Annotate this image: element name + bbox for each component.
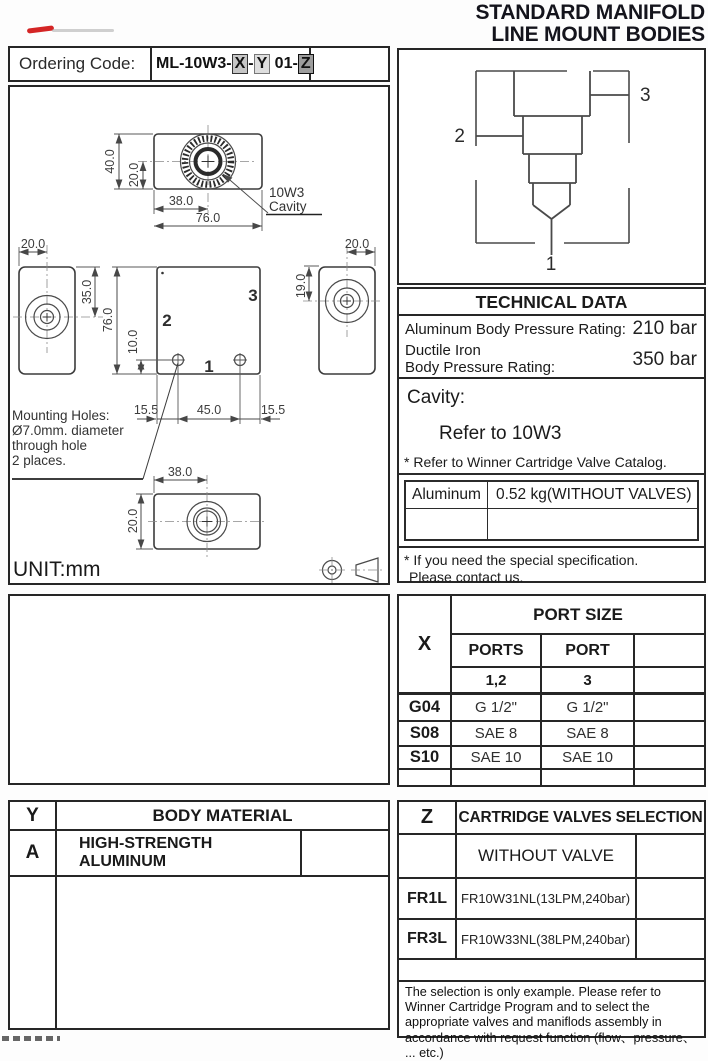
technical-data-panel: [397, 287, 706, 583]
cartridge-row-code: FR1L: [399, 879, 457, 920]
body-material-footer-space: [57, 877, 302, 1028]
dim-bottom-38: 38.0: [167, 465, 193, 479]
port-row-code: G04: [399, 695, 452, 722]
page-title-line1: STANDARD MANIFOLD: [475, 1, 705, 24]
cartridge-title: CARTRIDGE VALVES SELECTION: [457, 802, 704, 835]
port-table-empty-subheader: [635, 668, 704, 695]
port-1-label: 1: [204, 357, 214, 376]
cartridge-spacer-row: [399, 960, 704, 982]
port-table-footer-cell: [399, 770, 452, 785]
port-row-ports12: SAE 10: [452, 747, 542, 770]
cartridge-selection-note: The selection is only example. Please refer to Winner Cartridge Program and to select the appropriate valves and maniflods assembly in accordance with request function (flow、pressure、 ... etc.): [405, 985, 696, 1060]
ordering-code-spacer: [311, 48, 388, 80]
right-side-view: [294, 237, 381, 374]
special-spec-note: [399, 546, 704, 586]
scan-smear: [52, 29, 114, 32]
body-material-table: [8, 800, 390, 1030]
ports-col-header: PORTS: [452, 635, 542, 668]
ordering-code-value: [152, 48, 311, 80]
mounting-note-line1: Mounting Holes:: [12, 408, 110, 423]
ductile-iron-label-line1: Ductile Iron: [405, 341, 481, 359]
dim-bottom-20: 20.0: [126, 508, 140, 534]
dim-left-35: 35.0: [80, 279, 94, 305]
dim-right-19: 19.0: [294, 273, 308, 299]
cavity-schematic-panel: [397, 48, 706, 285]
dim-right-20: 20.0: [344, 237, 370, 251]
weight-row: [406, 482, 697, 509]
body-material-footer-col: [10, 877, 57, 1028]
unit-label: UNIT:mm: [13, 558, 101, 581]
page-title: [475, 2, 705, 46]
port-row-port3: G 1/2": [542, 695, 635, 722]
left-side-view: [13, 237, 103, 374]
code-z-box: Z: [298, 54, 314, 74]
body-material-empty-cell: [302, 831, 388, 877]
port-row-port3: SAE 10: [542, 747, 635, 770]
dim-top-38: 38.0: [168, 194, 194, 208]
cartridge-row-desc: FR10W33NL(38LPM,240bar): [457, 920, 637, 960]
dim-top-76: 76.0: [195, 211, 221, 225]
port-sub-header: 3: [542, 668, 635, 695]
ordering-code-box: [8, 46, 390, 82]
ductile-iron-pressure-row: [399, 342, 704, 379]
port-row-ports12: SAE 8: [452, 722, 542, 747]
aluminum-pressure-row: [399, 316, 704, 342]
cavity-callout-line1: 10W3: [269, 185, 305, 200]
port-table-footer-cell: [542, 770, 635, 785]
schematic-port-1: 1: [545, 254, 557, 275]
projection-symbol-icon: [319, 557, 383, 583]
dim-top-40: 40.0: [103, 149, 117, 174]
weight-table: [404, 480, 699, 541]
dimension-drawing-panel: [8, 85, 390, 585]
code-dash: -: [248, 55, 254, 72]
aluminum-pressure-label: Aluminum Body Pressure Rating:: [405, 320, 626, 338]
port-row-empty: [635, 695, 704, 722]
body-material-y-header: Y: [10, 802, 57, 831]
port-size-table: [397, 594, 706, 787]
weight-empty-cell2: [488, 509, 697, 539]
ductile-iron-pressure-label: [405, 343, 555, 377]
cartridge-row-desc: FR10W31NL(13LPM,240bar): [457, 879, 637, 920]
cartridge-empty-cell: [637, 920, 704, 960]
port-row-code: S08: [399, 722, 452, 747]
dim-front-155-right: 15.5: [260, 403, 286, 417]
code-middle: 01-: [270, 55, 298, 72]
dimension-drawing: [10, 87, 388, 583]
dim-front-10: 10.0: [126, 329, 140, 355]
schematic-port-2: 2: [454, 126, 465, 147]
port-3-label: 3: [248, 286, 258, 305]
cartridge-row-code: FR3L: [399, 920, 457, 960]
ductile-iron-label-line2: Body Pressure Rating:: [405, 358, 556, 376]
technical-data-title: TECHNICAL DATA: [399, 289, 704, 316]
port-2-label: 2: [162, 311, 172, 330]
red-pen-mark: [27, 25, 54, 33]
cartridge-empty-cell: [637, 879, 704, 920]
body-material-title: BODY MATERIAL: [57, 802, 388, 831]
mounting-note-line3: through hole: [12, 438, 88, 453]
dim-front-76: 76.0: [101, 307, 115, 333]
dim-front-155-left: 15.5: [133, 403, 159, 417]
footer-fragment: [2, 1036, 60, 1041]
port-row-ports12: G 1/2": [452, 695, 542, 722]
cavity-label: Cavity:: [407, 387, 466, 408]
weight-material: Aluminum: [406, 482, 488, 508]
ports-sub-header: 1,2: [452, 668, 542, 695]
cavity-value: Refer to 10W3: [439, 423, 562, 444]
port-table-footer-cell: [452, 770, 542, 785]
port-table-footer-cell: [635, 770, 704, 785]
cartridge-empty-code: [399, 835, 457, 879]
cavity-callout-line2: Cavity: [269, 199, 307, 214]
without-valve-cell: WITHOUT VALVE: [457, 835, 637, 879]
cartridge-z-header: Z: [399, 802, 457, 835]
schematic-port-3: 3: [640, 85, 651, 106]
mounting-note-line4: 2 places.: [12, 453, 67, 468]
port-row-port3: SAE 8: [542, 722, 635, 747]
port-size-group-header: PORT SIZE: [452, 596, 704, 635]
catalog-note: * Refer to Winner Cartridge Valve Catalog.: [399, 445, 704, 475]
ordering-code-label: Ordering Code:: [10, 48, 152, 80]
dim-top-20: 20.0: [127, 162, 141, 188]
front-view: [12, 267, 285, 479]
special-spec-note-line2: Please contact us.: [409, 568, 524, 585]
body-material-footer-space: [302, 877, 388, 1028]
weight-value: 0.52 kg(WITHOUT VALVES): [496, 486, 692, 503]
port-table-empty-header: [635, 635, 704, 668]
ductile-iron-pressure-value: 350 bar: [632, 348, 697, 370]
port-row-empty: [635, 747, 704, 770]
code-x-box: X: [232, 54, 249, 74]
body-material-value: HIGH-STRENGTH ALUMINUM: [57, 831, 302, 877]
code-prefix: ML-10W3-: [156, 55, 232, 72]
bottom-view: [126, 465, 266, 557]
code-y-box: Y: [254, 54, 271, 74]
body-material-code: A: [10, 831, 57, 877]
weight-empty-cell1: [406, 509, 488, 539]
port-col-header: PORT: [542, 635, 635, 668]
special-spec-note-line1: * If you need the special specification.: [404, 552, 639, 568]
port-table-x-header: X: [399, 596, 452, 695]
weight-empty-row: [406, 509, 697, 539]
cavity-schematic: [399, 50, 704, 283]
mounting-hole-right: [233, 353, 247, 367]
top-view: [103, 125, 322, 231]
page-title-line2: LINE MOUNT BODIES: [491, 22, 705, 46]
port-row-empty: [635, 722, 704, 747]
empty-notes-panel: [8, 594, 390, 785]
cartridge-valves-table: [397, 800, 706, 1060]
port-row-code: S10: [399, 747, 452, 770]
dim-front-45: 45.0: [196, 403, 222, 417]
mounting-hole-left: [171, 353, 185, 367]
mounting-note-line2: Ø7.0mm. diameter: [12, 423, 124, 438]
dim-left-20: 20.0: [20, 237, 46, 251]
aluminum-pressure-value: 210 bar: [632, 318, 697, 339]
cartridge-empty-cell: [637, 835, 704, 879]
